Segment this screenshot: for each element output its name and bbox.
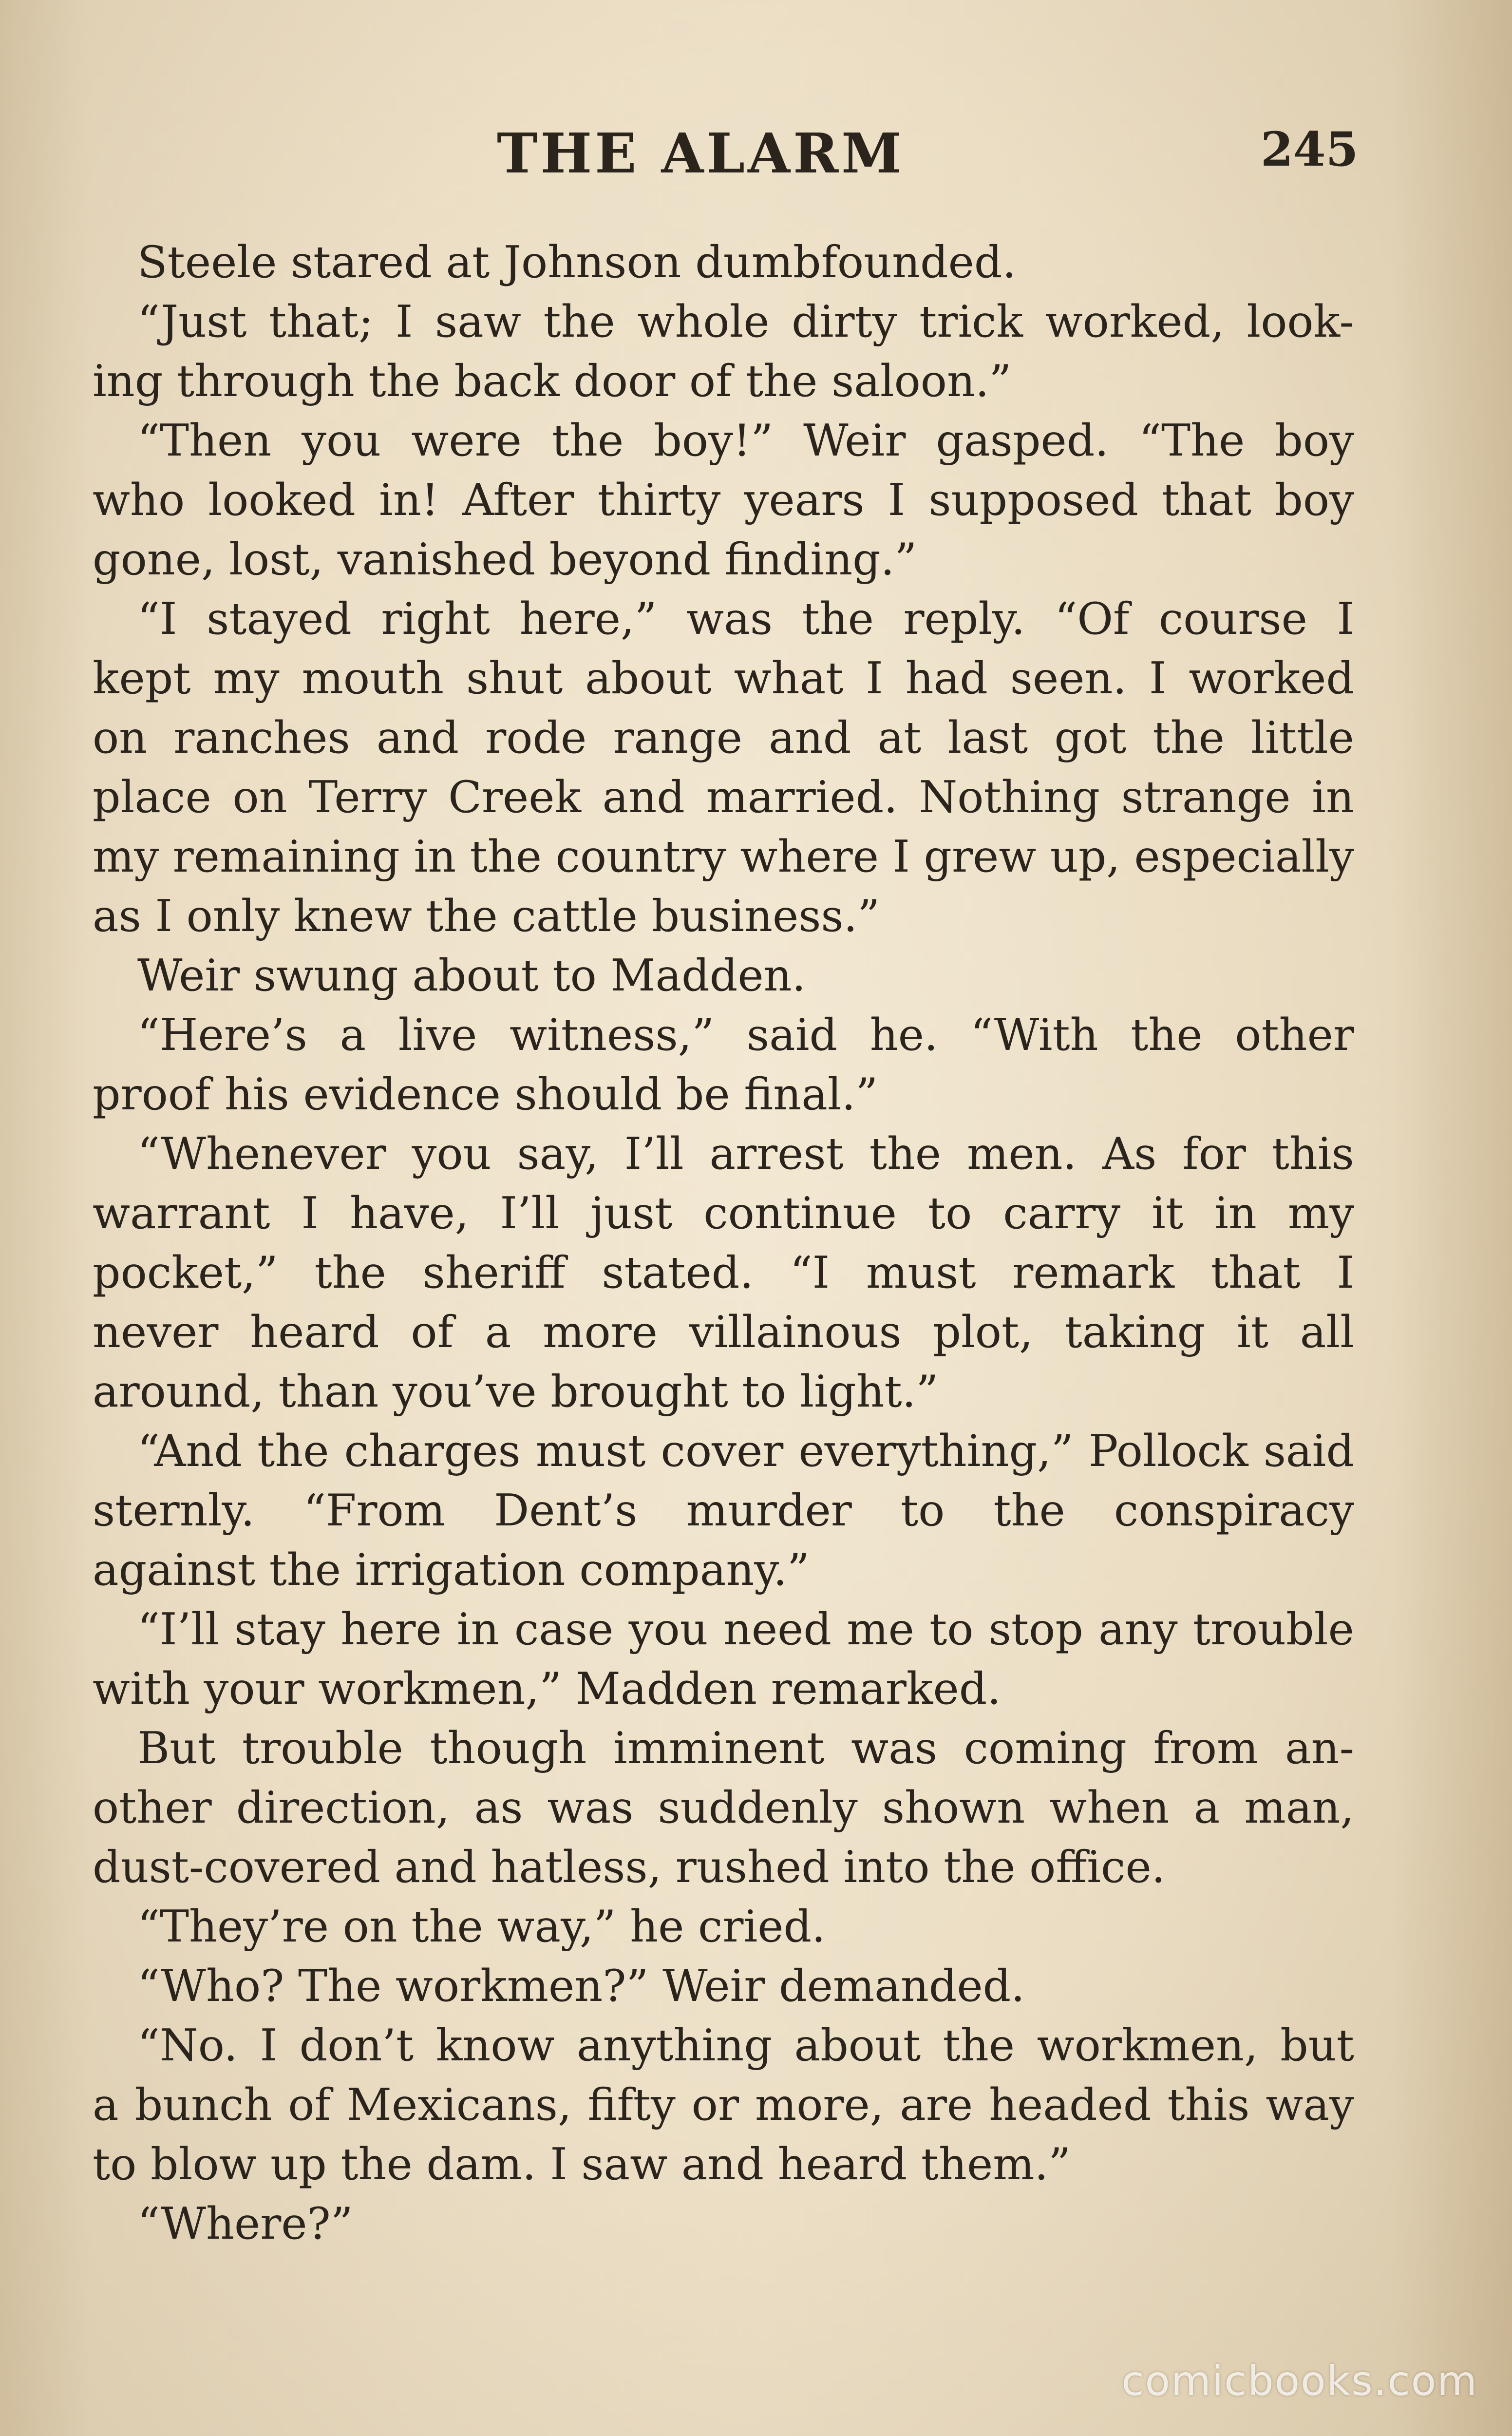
page-header	[0, 122, 1512, 195]
text-line: kept my mouth shut about what I had seen. I worked	[93, 653, 1354, 704]
watermark: comicbooks.com	[1121, 2357, 1478, 2405]
text-line: Steele stared at Johnson dumbfounded.	[137, 237, 1017, 288]
text-line: “Just that; I saw the whole dirty trick worked, look-	[137, 296, 1354, 347]
text-line: warrant I have, I’ll just continue to carry it in my	[93, 1188, 1354, 1239]
text-line: Weir swung about to Madden.	[137, 950, 806, 1001]
text-line: a bunch of Mexicans, fifty or more, are headed this way	[93, 2079, 1354, 2131]
text-line: my remaining in the country where I grew up, especially	[93, 831, 1354, 882]
text-line: around, than you’ve brought to light.”	[93, 1366, 939, 1417]
text-line: “No. I don’t know anything about the workmen, but	[137, 2020, 1354, 2071]
text-line: “They’re on the way,” he cried.	[137, 1901, 826, 1952]
text-line: “I’ll stay here in case you need me to stop any trouble	[137, 1604, 1354, 1655]
text-line: pocket,” the sheriff stated. “I must remark that I	[93, 1247, 1354, 1298]
text-line: gone, lost, vanished beyond finding.”	[93, 534, 917, 585]
text-line: on ranches and rode range and at last got the little	[93, 712, 1354, 763]
text-line: “Here’s a live witness,” said he. “With the other	[137, 1009, 1354, 1061]
text-line: against the irrigation company.”	[93, 1544, 810, 1596]
text-line: “Whenever you say, I’ll arrest the men. As for this	[137, 1128, 1354, 1180]
text-line: as I only knew the cattle business.”	[93, 891, 880, 942]
text-line: sternly. “From Dent’s murder to the conspiracy	[93, 1485, 1354, 1536]
text-line: dust-covered and hatless, rushed into the office.	[93, 1842, 1166, 1893]
text-line: ing through the back door of the saloon.”	[93, 356, 1012, 407]
text-line: never heard of a more villainous plot, taking it all	[93, 1307, 1354, 1358]
text-line: “I stayed right here,” was the reply. “Of course I	[137, 593, 1354, 645]
page-body-text	[93, 233, 1354, 2254]
text-line: But trouble though imminent was coming from an-	[137, 1723, 1354, 1774]
text-line: proof his evidence should be final.”	[93, 1069, 878, 1120]
text-line: place on Terry Creek and married. Nothing strange in	[93, 772, 1354, 823]
text-line: “Where?”	[137, 2198, 353, 2249]
text-line: with your workmen,” Madden remarked.	[93, 1663, 1001, 1714]
text-line: to blow up the dam. I saw and heard them.”	[93, 2139, 1071, 2190]
text-line: “Who? The workmen?” Weir demanded.	[137, 1960, 1025, 2012]
text-line: “Then you were the boy!” Weir gasped. “The boy	[137, 415, 1354, 466]
page-number: 245	[1261, 122, 1359, 177]
running-title: THE ALARM	[497, 122, 905, 186]
text-line: who looked in! After thirty years I supposed that boy	[93, 475, 1354, 526]
text-line: other direction, as was suddenly shown when a man,	[93, 1782, 1354, 1833]
text-line: “And the charges must cover everything,” Pollock said	[137, 1426, 1354, 1477]
